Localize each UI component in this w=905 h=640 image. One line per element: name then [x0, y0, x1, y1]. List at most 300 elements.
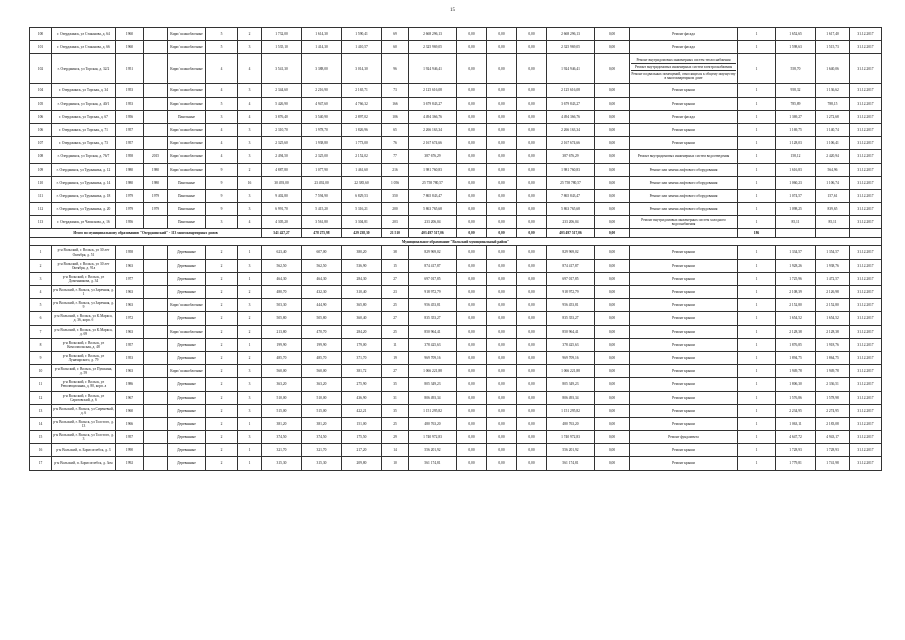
area-residential: 1 773,00 — [342, 137, 382, 150]
area-residential: 422,21 — [342, 404, 382, 417]
unit-cost: 1 728,93 — [776, 444, 816, 457]
row-number: 109 — [30, 163, 52, 176]
area-residential: 22 385,60 — [342, 176, 382, 189]
table-row — [30, 272, 882, 285]
cost-owners: 1 740 972,83 — [547, 431, 595, 444]
cost-local: 0,00 — [517, 365, 547, 378]
total-area: 562,50 — [262, 259, 302, 272]
cost-regional: 0,00 — [487, 444, 517, 457]
work-types — [630, 457, 738, 470]
completion-date: 31.12.2017 — [850, 259, 882, 272]
work-types — [630, 444, 738, 457]
residents: 69 — [382, 28, 409, 41]
build-year: 1956 — [116, 216, 144, 229]
address: г. Озерджинск, ул Торская, д. 32/2 — [52, 54, 116, 84]
total-area: 315,30 — [262, 457, 302, 470]
row-number: 17 — [30, 457, 52, 470]
reconstruction-year — [144, 338, 168, 351]
area-residential: 3 014,30 — [342, 54, 382, 84]
unit: 1 — [738, 84, 776, 97]
work-types — [630, 325, 738, 338]
cost-total: 7 865 843,47 — [409, 189, 457, 202]
table-body — [30, 28, 882, 471]
work-types — [630, 259, 738, 272]
max-unit-cost: 4 943,17 — [816, 431, 850, 444]
cost-owners: 4 494 366,76 — [547, 110, 595, 123]
max-unit-cost: 2 420,94 — [816, 150, 850, 163]
floors: 9 — [206, 203, 238, 216]
unit: 1 — [738, 417, 776, 430]
build-year: 1956 — [116, 110, 144, 123]
repair-register-table — [29, 27, 882, 471]
area-residential: 2 165,71 — [342, 84, 382, 97]
build-year: 1966 — [116, 417, 144, 430]
unit: 1 — [738, 338, 776, 351]
area-residential: 1 410,57 — [342, 41, 382, 54]
unit-cost: 1 128,03 — [776, 137, 816, 150]
total-area: 464,30 — [262, 272, 302, 285]
reconstruction-year — [144, 444, 168, 457]
cost-regional: 0,00 — [487, 312, 517, 325]
cost-owners: 5 863 765,68 — [547, 203, 595, 216]
completion-date: 31.12.2017 — [850, 391, 882, 404]
cost-federal: 0,00 — [457, 41, 487, 54]
table-row — [30, 312, 882, 325]
work-types — [630, 28, 738, 41]
cost-federal: 0,00 — [457, 312, 487, 325]
residents: 77 — [382, 150, 409, 163]
cost-total: 480 763,20 — [409, 417, 457, 430]
cost-other: 0,00 — [595, 110, 630, 123]
cost-total: 969 709,16 — [409, 351, 457, 364]
table-row — [30, 123, 882, 136]
table-row — [30, 163, 882, 176]
cost-local: 0,00 — [517, 325, 547, 338]
area-premises: 321,70 — [302, 444, 342, 457]
residents: 203 — [382, 216, 409, 229]
completion-date: 31.12.2017 — [850, 404, 882, 417]
build-year: 1951 — [116, 54, 144, 84]
cost-local: 0,00 — [517, 123, 547, 136]
total-area: 2 344,60 — [262, 84, 302, 97]
floors: 2 — [206, 391, 238, 404]
work-type: Ремонт крыши — [672, 355, 695, 360]
floors: 2 — [206, 325, 238, 338]
floors: 4 — [206, 54, 238, 84]
wall-material: Деревянные — [168, 391, 206, 404]
unit-cost: 1 806,30 — [776, 378, 816, 391]
build-year: 1953 — [116, 84, 144, 97]
total-area: 2 325,60 — [262, 137, 302, 150]
entrances: 1 — [238, 338, 262, 351]
cost-other: 0,00 — [595, 97, 630, 110]
cost-total: 4 494 366,76 — [409, 110, 457, 123]
cost-owners: 1 924 946,41 — [547, 54, 595, 84]
unit-cost: 558,70 — [776, 54, 816, 84]
total-area: 2 494,50 — [262, 150, 302, 163]
work-types — [630, 351, 738, 364]
work-types — [630, 417, 738, 430]
cost-other: 0,00 — [595, 216, 630, 229]
cost-owners: 556 201,92 — [547, 444, 595, 457]
entrances: 3 — [238, 41, 262, 54]
cost-other: 0,00 — [595, 54, 630, 84]
address: г. Озерджинск, ул Стаканова, д. 64 — [52, 28, 116, 41]
cost-regional: 0,00 — [487, 338, 517, 351]
reconstruction-year — [144, 299, 168, 312]
area-residential: 310,40 — [342, 286, 382, 299]
build-year: 1957 — [116, 431, 144, 444]
residents: 96 — [382, 54, 409, 84]
cost-total: 1 066 221,88 — [409, 365, 457, 378]
row-number: 5 — [30, 299, 52, 312]
area-residential: 365,80 — [342, 299, 382, 312]
table-row — [30, 54, 882, 84]
cost-local: 0,00 — [517, 163, 547, 176]
cost-other: 0,00 — [595, 137, 630, 150]
unit: 1 — [738, 163, 776, 176]
unit: 1 — [738, 137, 776, 150]
area-residential: 1 826,96 — [342, 123, 382, 136]
wall-material: Кирп/ шлакоблочные — [168, 97, 206, 110]
completion-date: 31.12.2017 — [850, 41, 882, 54]
entrances: 1 — [238, 444, 262, 457]
work-type: Ремонт подвальных помещений, относящихся к общему имуществу в многоквартирном доме — [631, 71, 736, 80]
floors: 5 — [206, 28, 238, 41]
build-year: 1963 — [116, 299, 144, 312]
cost-owners: 2 266 163,34 — [547, 123, 595, 136]
build-year: 1986 — [116, 378, 144, 391]
total-area-residential: 429 238,30 — [342, 229, 382, 238]
cost-other: 0,00 — [595, 457, 630, 470]
cost-total: 806 493,34 — [409, 391, 457, 404]
unit: 1 — [738, 444, 776, 457]
total-area: 480,70 — [262, 286, 302, 299]
wall-material: Панельные — [168, 110, 206, 123]
wall-material: Деревянные — [168, 286, 206, 299]
cost-owners: 2 167 674,66 — [547, 137, 595, 150]
wall-material: Деревянные — [168, 444, 206, 457]
cost-other: 0,00 — [595, 246, 630, 259]
total-area: 503,30 — [262, 299, 302, 312]
unit-cost: 2 128,38 — [776, 325, 816, 338]
area-premises: 1 978,70 — [302, 123, 342, 136]
completion-date: 31.12.2017 — [850, 365, 882, 378]
unit: 1 — [738, 431, 776, 444]
reconstruction-year — [144, 325, 168, 338]
residents: 106 — [382, 110, 409, 123]
address: г. Озерджинск, ул Торская, д. 73 — [52, 137, 116, 150]
floors: 2 — [206, 404, 238, 417]
cost-regional: 0,00 — [487, 189, 517, 202]
total-area: 485,70 — [262, 351, 302, 364]
area-residential: 1 590,41 — [342, 28, 382, 41]
work-type: Ремонт крыши — [672, 263, 695, 268]
total-cost-owners: 403 497 517,06 — [547, 229, 595, 238]
unit-cost: 4 647,72 — [776, 431, 816, 444]
table-row — [30, 286, 882, 299]
row-number: 108 — [30, 150, 52, 163]
work-types — [630, 404, 738, 417]
unit-cost: 1 169,75 — [776, 123, 816, 136]
area-premises: 470,70 — [302, 325, 342, 338]
area-premises: 3 388,00 — [302, 54, 342, 84]
residents: 65 — [382, 123, 409, 136]
unit: 1 — [738, 457, 776, 470]
area-premises: 5 415,20 — [302, 203, 342, 216]
cost-other: 0,00 — [595, 365, 630, 378]
page-number: 15 — [450, 8, 455, 13]
total-area: 199,90 — [262, 338, 302, 351]
cost-owners: 378 425,63 — [547, 338, 595, 351]
cost-regional: 0,00 — [487, 216, 517, 229]
reconstruction-year: 1980 — [144, 176, 168, 189]
table-row — [30, 84, 882, 97]
entrances: 2 — [238, 325, 262, 338]
residents: 29 — [382, 431, 409, 444]
work-type: Ремонт внутридомовых инженерных систем электроснабжения — [631, 64, 736, 71]
work-type: Ремонт крыши — [672, 316, 695, 321]
area-premises: 1 414,30 — [302, 41, 342, 54]
reconstruction-year: 1979 — [144, 203, 168, 216]
entrances: 3 — [238, 259, 262, 272]
unit: 1 — [738, 203, 776, 216]
wall-material: Кирп/ шлакоблочные — [168, 365, 206, 378]
row-number: 106 — [30, 110, 52, 123]
max-unit-cost: 2 152,80 — [816, 299, 850, 312]
table-row — [30, 457, 882, 470]
table-row — [30, 189, 882, 202]
table-row — [30, 176, 882, 189]
max-unit-cost: 1 728,93 — [816, 444, 850, 457]
address: р-н Вольский, п. Борисоглебск, д. 3ом — [52, 457, 116, 470]
build-year: 1963 — [116, 259, 144, 272]
row-number: 12 — [30, 391, 52, 404]
cost-other: 0,00 — [595, 444, 630, 457]
area-premises: 199,90 — [302, 338, 342, 351]
address: р-н Вольский, г. Вольск, ул Пушкина, д. 59 — [52, 365, 116, 378]
cost-regional: 0,00 — [487, 123, 517, 136]
cost-local: 0,00 — [517, 391, 547, 404]
address: р-н Вольский, г. Вольск, ул 30 лет Октября, д. 51 — [52, 246, 116, 259]
address: г. Озерджинск, ул Торская, д. 76/7 — [52, 150, 116, 163]
work-type: Ремонт крыши — [672, 329, 695, 334]
cost-total: 3 679 843,27 — [409, 97, 457, 110]
address: р-н Вольский, г. Вольск, ул Доменникова, д. 34 — [52, 272, 116, 285]
reconstruction-year — [144, 259, 168, 272]
total-cost-regional: 0,00 — [487, 229, 517, 238]
work-types — [630, 84, 738, 97]
reconstruction-year — [144, 41, 168, 54]
floors: 2 — [206, 272, 238, 285]
residents: 14 — [382, 444, 409, 457]
cost-federal: 0,00 — [457, 417, 487, 430]
max-unit-cost: 1 140,74 — [816, 123, 850, 136]
floors: 2 — [206, 378, 238, 391]
cost-total: 805 349,23 — [409, 378, 457, 391]
floors: 9 — [206, 189, 238, 202]
max-unit-cost: 2 274,95 — [816, 404, 850, 417]
cost-local: 0,00 — [517, 286, 547, 299]
unit-cost: 1 928,26 — [776, 259, 816, 272]
wall-material: Кирп/ шлакоблочные — [168, 150, 206, 163]
floors: 2 — [206, 246, 238, 259]
unit: 1 — [738, 176, 776, 189]
cost-owners: 1 981 760,83 — [547, 163, 595, 176]
cost-other: 0,00 — [595, 84, 630, 97]
work-type: Ремонт крыши — [672, 408, 695, 413]
area-premises: 464,30 — [302, 272, 342, 285]
cost-owners: 1 151 295,82 — [547, 404, 595, 417]
cost-total: 918 972,79 — [409, 286, 457, 299]
area-residential: 151,00 — [342, 417, 382, 430]
cost-owners: 956 453,81 — [547, 299, 595, 312]
total-residents: 21 510 — [382, 229, 409, 238]
build-year: 1979 — [116, 189, 144, 202]
cost-total: 1 151 295,82 — [409, 404, 457, 417]
row-number: 101 — [30, 41, 52, 54]
total-blank — [816, 229, 850, 238]
completion-date: 31.12.2017 — [850, 246, 882, 259]
table-row — [30, 110, 882, 123]
cost-owners: 387 676,29 — [547, 150, 595, 163]
cost-owners: 697 017,85 — [547, 272, 595, 285]
cost-other: 0,00 — [595, 351, 630, 364]
work-types — [630, 41, 738, 54]
total-count: 186 — [738, 229, 776, 238]
row-number: 7 — [30, 325, 52, 338]
floors: 2 — [206, 457, 238, 470]
completion-date: 31.12.2017 — [850, 417, 882, 430]
completion-date: 31.12.2017 — [850, 189, 882, 202]
total-area: 2 310,70 — [262, 123, 302, 136]
residents: 27 — [382, 272, 409, 285]
reconstruction-year — [144, 391, 168, 404]
address: р-н Вольский, г. Вольск, ул Заречная, д. 9 — [52, 299, 116, 312]
cost-local: 0,00 — [517, 417, 547, 430]
reconstruction-year — [144, 404, 168, 417]
build-year: 1977 — [116, 272, 144, 285]
floors: 2 — [206, 338, 238, 351]
floors: 4 — [206, 150, 238, 163]
cost-regional: 0,00 — [487, 41, 517, 54]
work-types — [630, 176, 738, 189]
total-blank — [776, 229, 816, 238]
build-year: 1963 — [116, 286, 144, 299]
row-number: 6 — [30, 312, 52, 325]
total-area: 213,80 — [262, 325, 302, 338]
area-residential: 381,72 — [342, 365, 382, 378]
area-residential: 175,50 — [342, 431, 382, 444]
residents: 76 — [382, 137, 409, 150]
unit-cost: 2 108,39 — [776, 286, 816, 299]
total-area: 30 493,00 — [262, 176, 302, 189]
cost-local: 0,00 — [517, 259, 547, 272]
total-area: 505,80 — [262, 312, 302, 325]
cost-total: 697 017,85 — [409, 272, 457, 285]
row-number: 15 — [30, 431, 52, 444]
entrances: 3 — [238, 203, 262, 216]
total-area: 374,50 — [262, 431, 302, 444]
cost-regional: 0,00 — [487, 286, 517, 299]
area-premises: 562,50 — [302, 259, 342, 272]
table-row — [30, 28, 882, 41]
unit: 1 — [738, 150, 776, 163]
work-type: Ремонт крыши — [672, 88, 695, 93]
floors: 2 — [206, 286, 238, 299]
cost-regional: 0,00 — [487, 365, 517, 378]
cost-local: 0,00 — [517, 457, 547, 470]
work-type: Ремонт крыши — [672, 141, 695, 146]
area-premises: 3 540,90 — [302, 110, 342, 123]
area-residential: 217,20 — [342, 444, 382, 457]
cost-local: 0,00 — [517, 54, 547, 84]
work-type: Ремонт внутридомовых инженерных систем теплоснабжения — [631, 57, 736, 64]
max-unit-cost: 1 578,98 — [816, 391, 850, 404]
work-type: Ремонт фундамента — [668, 435, 699, 440]
table-row — [30, 137, 882, 150]
row-number: 10 — [30, 365, 52, 378]
work-type: Ремонт крыши — [672, 382, 695, 387]
cost-local: 0,00 — [517, 299, 547, 312]
cost-regional: 0,00 — [487, 417, 517, 430]
reconstruction-year: 2015 — [144, 150, 168, 163]
cost-other: 0,00 — [595, 417, 630, 430]
cost-other: 0,00 — [595, 150, 630, 163]
unit-cost: 1 652,65 — [776, 28, 816, 41]
residents: 200 — [382, 203, 409, 216]
cost-federal: 0,00 — [457, 150, 487, 163]
unit-cost: 1 616,83 — [776, 163, 816, 176]
cost-other: 0,00 — [595, 41, 630, 54]
work-type: Ремонт или замена лифтового оборудования — [649, 180, 718, 185]
completion-date: 31.12.2017 — [850, 123, 882, 136]
max-unit-cost: 2 128,38 — [816, 325, 850, 338]
cost-local: 0,00 — [517, 351, 547, 364]
total-area: 4 887,80 — [262, 163, 302, 176]
work-types — [630, 203, 738, 216]
cost-federal: 0,00 — [457, 431, 487, 444]
area-premises: 607,00 — [302, 246, 342, 259]
build-year: 1990 — [116, 444, 144, 457]
work-type: Ремонт крыши — [672, 303, 695, 308]
completion-date: 31.12.2017 — [850, 457, 882, 470]
cost-local: 0,00 — [517, 272, 547, 285]
max-unit-cost: 1 272,68 — [816, 110, 850, 123]
row-number: 111 — [30, 189, 52, 202]
area-residential: 6 829,53 — [342, 189, 382, 202]
area-premises: 3 561,80 — [302, 216, 342, 229]
reconstruction-year — [144, 286, 168, 299]
total-area: 5 426,90 — [262, 97, 302, 110]
cost-local: 0,00 — [517, 444, 547, 457]
row-number: 112 — [30, 203, 52, 216]
work-type: Ремонт или замена лифтового оборудования — [649, 207, 718, 212]
cost-other: 0,00 — [595, 163, 630, 176]
residents: 31 — [382, 391, 409, 404]
cost-total: 835 353,27 — [409, 312, 457, 325]
cost-total: 2 125 616,08 — [409, 84, 457, 97]
address: р-н Вольский, г. Вольск, ул Революционная, д. 80, корп. а — [52, 378, 116, 391]
table-row — [30, 391, 882, 404]
build-year: 1963 — [116, 325, 144, 338]
cost-owners: 829 969,02 — [547, 246, 595, 259]
area-residential: 275,90 — [342, 378, 382, 391]
row-number: 110 — [30, 176, 52, 189]
cost-federal: 0,00 — [457, 84, 487, 97]
work-types — [630, 299, 738, 312]
work-types — [630, 286, 738, 299]
